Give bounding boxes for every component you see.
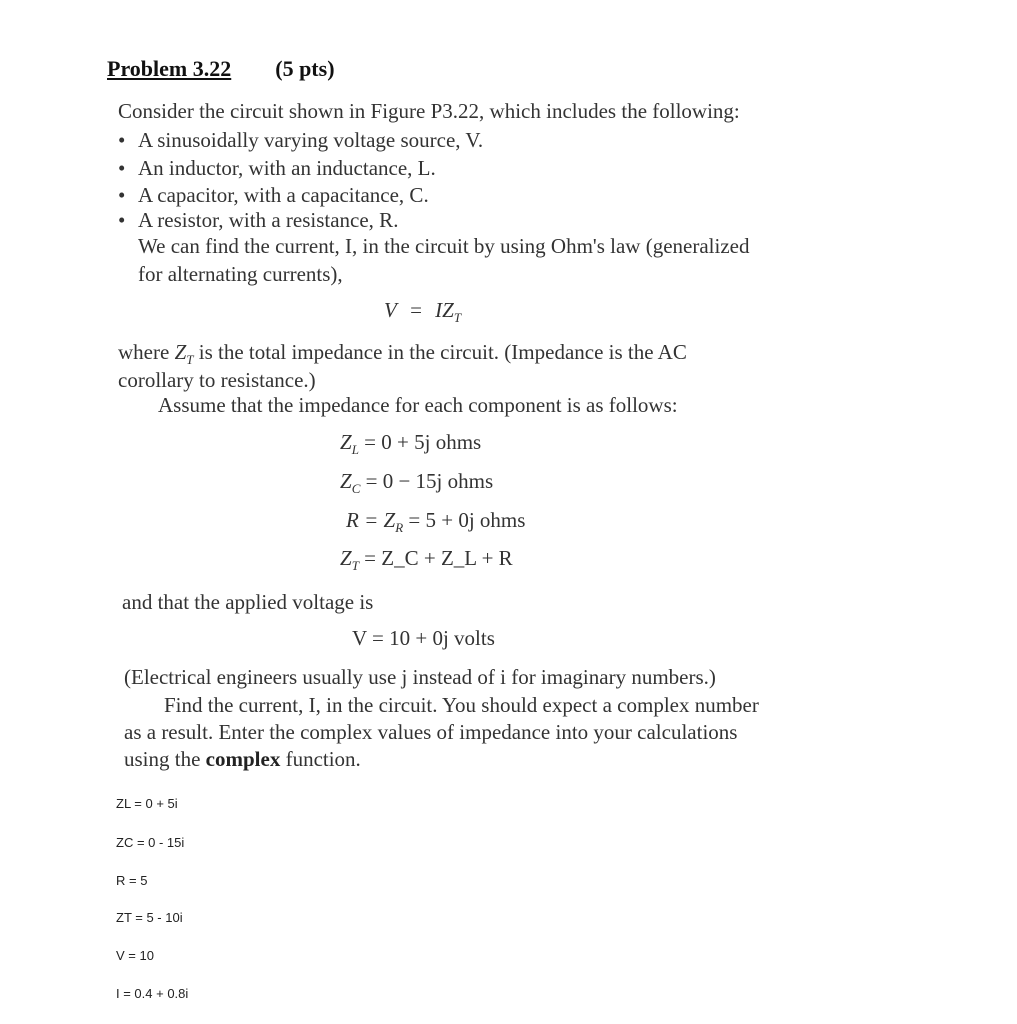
equation-r: $R = Z_R = 5 + 0j$ ohms [346,508,526,536]
assume-text: Assume that the impedance for each component is as follows: [158,393,678,417]
equation-zl: $Z_L = 0 + 5j$ ohms [340,430,482,458]
voltage-equation: V = 10 + 0j volts [352,626,495,650]
bullet-item: • An inductor, with an inductance, L. [118,156,436,180]
ohms-law-equation: $V = IZ_T$ [384,298,462,326]
find-line1: Find the current, I, in the circuit. You should expect a complex number [164,693,759,717]
answer-i: I = 0.4 + 0.8i [116,986,189,1001]
answer-zt: ZT = 5 - 10i [116,910,183,925]
bullet-item: • A sinusoidally varying voltage source, V. [118,128,484,152]
bullet-item: • A capacitor, with a capacitance, C. [118,183,429,207]
intro-text: Consider the circuit shown in Figure P3.22, which includes the following: [118,99,740,123]
equation-zc: $Z_C = 0 - 15j$ ohms [340,469,494,497]
equation-zt: $Z_T$ = Z_C + Z_L + R [340,546,513,574]
find-line3: using the complex function. [124,747,361,771]
answer-zl: ZL = 0 + 5i [116,796,178,811]
answer-v: V = 10 [116,948,154,963]
ohm-text-line1: We can find the current, I, in the circuit by using Ohm's law (generalized [138,234,750,258]
problem-header [107,56,335,82]
ee-note: (Electrical engineers usually use j instead of i for imaginary numbers.) [124,665,716,689]
where-line1: where $Z_T$ is the total impedance in the circuit. (Impedance is the AC [118,340,687,368]
problem-title: Problem 3.22 [107,56,232,81]
problem-points: (5 pts) [275,56,335,81]
bullet-item: • A resistor, with a resistance, R. [118,208,399,232]
answer-r: R = 5 [116,873,148,888]
answer-zc: ZC = 0 - 15i [116,835,185,850]
where-line2: corollary to resistance.) [118,368,316,392]
find-line2: as a result. Enter the complex values of impedance into your calculations [124,720,738,744]
applied-text: and that the applied voltage is [122,590,374,614]
ohm-text-line2: for alternating currents), [138,262,343,286]
